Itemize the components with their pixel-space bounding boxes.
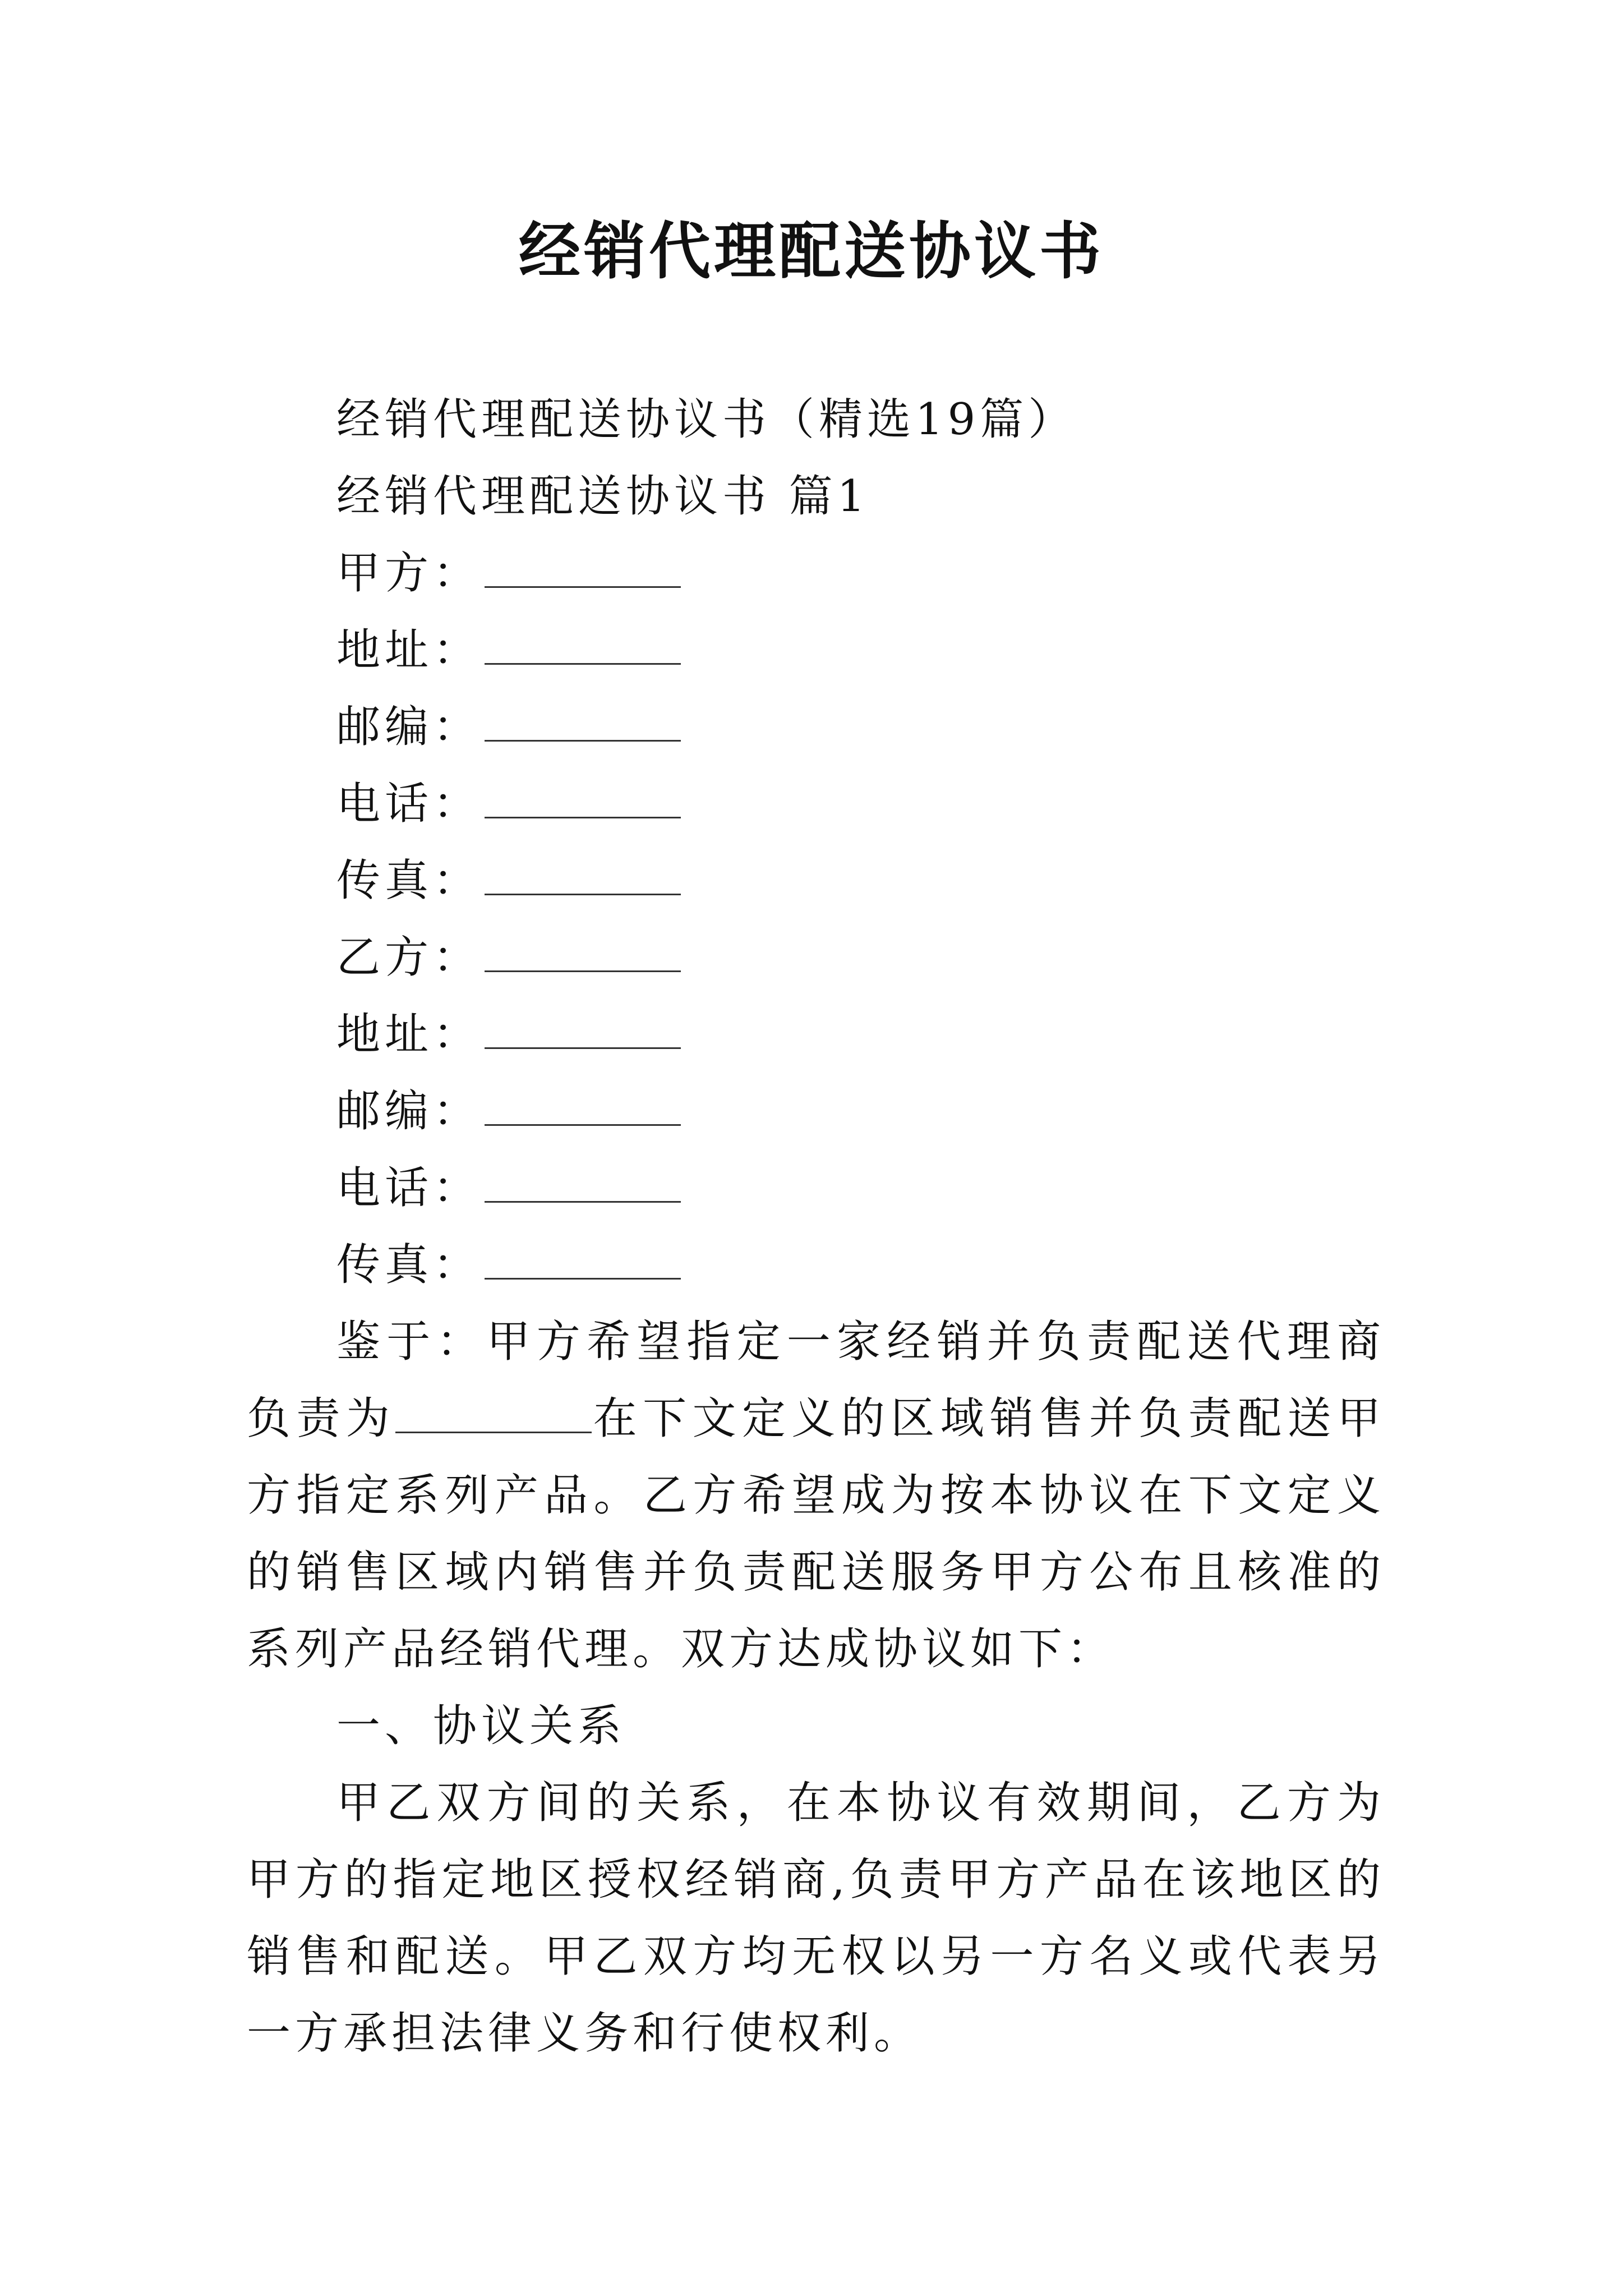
fill-blank [485,547,681,588]
fill-blank [485,854,681,895]
field-label: 乙方： [336,932,482,983]
party-a-fax-field [247,843,1385,919]
party-b-postcode-field [247,1073,1385,1150]
fill-blank [485,931,681,972]
field-label: 传真： [336,1240,482,1290]
field-label: 邮编： [336,1086,482,1137]
fill-blank [485,701,681,742]
party-b-field [247,919,1385,996]
party-a-phone-field [247,766,1385,843]
fill-blank [485,624,681,665]
document-body [247,381,1385,2072]
whereas-start: 鉴于：甲方希望指定一家经销并负责配送代理商负责为 [247,1317,1385,1444]
field-label: 地址： [336,1009,482,1060]
field-label: 传真： [336,855,482,906]
whereas-rest: 在下文定义的区域销售并负责配送甲方指定系列产品。乙方希望成为按本协议在下文定义的销售区域内销售并负责配送服务甲方公布且核准的系列产品经销代理。双方达成协议如下： [247,1393,1385,1674]
fill-blank [485,1162,681,1203]
whereas-paragraph [247,1304,1385,1688]
subtitle: 经销代理配送协议书（精选19篇） [336,394,1077,445]
field-label: 甲方： [336,548,482,599]
section-heading: 经销代理配送协议书 篇1 [336,471,870,522]
party-b-fax-field [247,1227,1385,1304]
party-a-field [247,535,1385,612]
fill-blank [485,1008,681,1049]
fill-blank [485,777,681,818]
party-b-address-field [247,996,1385,1073]
clause-1-paragraph: 甲乙双方间的关系，在本协议有效期间，乙方为甲方的指定地区授权经销商,负责甲方产品在该地区的销售和配送。甲乙双方均无权以另一方名义或代表另一方承担法律义务和行使权利。 [247,1778,1385,2059]
party-a-address-field [247,612,1385,689]
fill-blank [395,1392,592,1433]
field-label: 邮编： [336,702,482,752]
fill-blank [485,1085,681,1126]
party-a-postcode-field [247,689,1385,766]
clause-1-heading: 一、协议关系 [336,1701,626,1751]
fill-blank [485,1239,681,1280]
party-b-phone-field [247,1150,1385,1227]
field-label: 电话： [336,779,482,829]
field-label: 电话： [336,1163,482,1213]
field-label: 地址： [336,625,482,675]
document-title: 经销代理配送协议书 [519,215,1104,287]
